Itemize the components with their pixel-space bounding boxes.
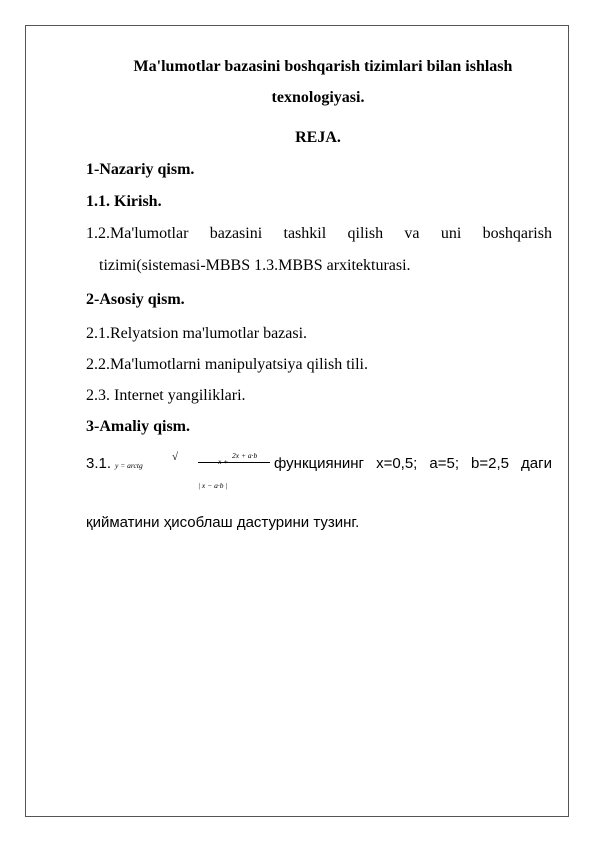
task-text-word: x=0,5; [376, 455, 418, 472]
item-1-2-line [86, 226, 552, 242]
section-3-heading: 3-Amaliy qism. [86, 418, 190, 435]
item-1-2-word: va [404, 225, 420, 242]
plan-heading: REJA. [295, 129, 341, 146]
item-2-2: 2.2.Ma'lumotlarni manipulyatsiya qilish tili. [86, 356, 368, 373]
item-1-2-word: qilish [347, 225, 384, 242]
item-1-2-word: bazasini [209, 225, 263, 242]
item-2-3: 2.3. Internet yangiliklari. [86, 387, 246, 404]
item-1-2-word: 1.2.Ma'lumotlar [86, 225, 189, 242]
document-title-line-1: Ma'lumotlar bazasini boshqarish tizimlari bilan ishlash [133, 58, 513, 75]
task-text-word: b=2,5 [471, 455, 509, 472]
formula-fraction-bar [198, 462, 270, 463]
task-text-word: даги [521, 455, 552, 472]
task-text-word: функциянинг [274, 455, 365, 472]
item-1-2-word: uni [440, 225, 462, 242]
formula-denominator: | x − a·b | [198, 481, 228, 490]
formula-lhs: y = arctg [115, 461, 143, 470]
formula-sqrt-sign: √ [172, 451, 179, 463]
document-title-line-2: texnologiyasi. [271, 89, 365, 106]
task-text-line [274, 456, 552, 472]
formula-numerator: 2x + a·b [232, 451, 258, 460]
section-2-heading: 2-Asosiy qism. [86, 291, 185, 308]
item-1-2-word: boshqarish [482, 225, 552, 242]
item-2-1: 2.1.Relyatsion ma'lumotlar bazasi. [86, 325, 308, 342]
task-text-continuation: қийматини ҳисоблаш дастурини тузинг. [86, 514, 360, 531]
section-1-heading: 1-Nazariy qism. [86, 161, 195, 178]
task-text-word: a=5; [429, 455, 459, 472]
formula-inner-plus: x + [218, 457, 229, 466]
item-1-2-continuation: tizimi(sistemasi-MBBS 1.3.MBBS arxitekturasi. [99, 257, 411, 274]
task-number: 3.1. [86, 455, 112, 472]
item-1-2-word: tashkil [283, 225, 327, 242]
item-1-1: 1.1. Kirish. [86, 193, 162, 210]
